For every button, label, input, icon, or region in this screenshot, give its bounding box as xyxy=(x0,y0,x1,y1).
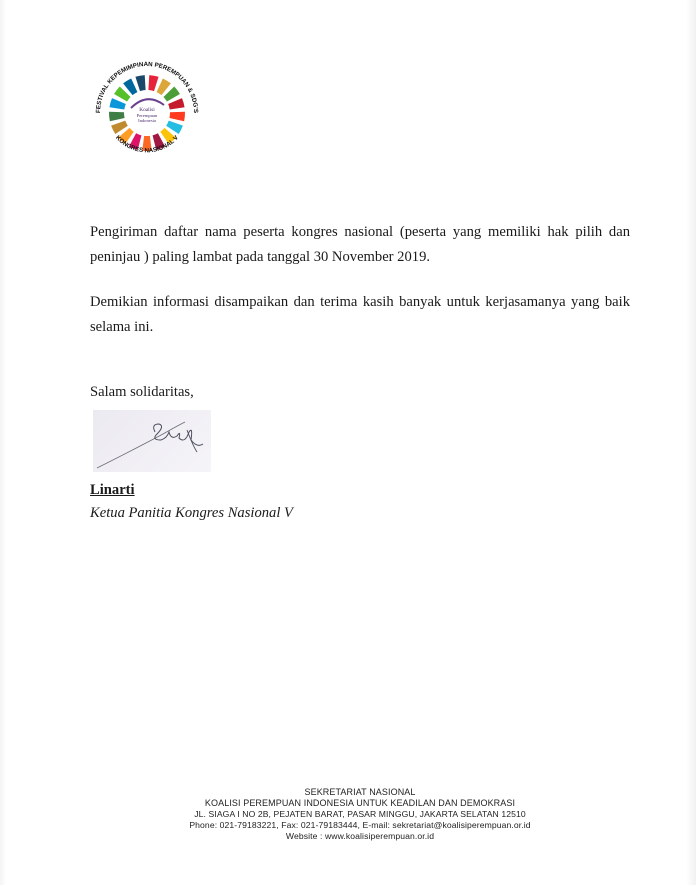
sdg-wheel-segment xyxy=(135,75,145,91)
footer-contact: Phone: 021-79183221, Fax: 021-79183444, E-mail: sekretariat@koalisiperempuan.or.id xyxy=(189,820,531,830)
sdg-wheel-segment xyxy=(169,112,185,121)
sdg-festival-logo xyxy=(86,52,208,174)
sdg-wheel-segment xyxy=(148,75,158,91)
logo-ring-text-bottom: KONGRES NASIONAL V xyxy=(114,134,180,155)
logo-center-text-1: Koalisi xyxy=(139,107,155,113)
sdg-wheel-segment xyxy=(109,112,125,121)
signature-image xyxy=(93,410,211,472)
closing-salutation: Salam solidaritas, xyxy=(90,384,194,400)
logo-center-text-2: Perempuan xyxy=(136,113,158,118)
signer-role: Ketua Panitia Kongres Nasional V xyxy=(90,505,293,521)
paragraph-deadline: Pengiriman daftar nama peserta kongres nasional (peserta yang memiliki hak pilih dan peninjau ) paling lambat pada tanggal 30 November 2019. xyxy=(90,224,630,265)
footer-organization: KOALISI PEREMPUAN INDONESIA UNTUK KEADILAN DAN DEMOKRASI xyxy=(204,798,516,808)
paragraph-thanks: Demikian informasi disampaikan dan terima kasih banyak untuk kerjasamanya yang baik selama ini. xyxy=(90,294,630,335)
footer-website: Website : www.koalisiperempuan.or.id xyxy=(285,831,435,841)
footer-address: JL. SIAGA I NO 2B, PEJATEN BARAT, PASAR MINGGU, JAKARTA SELATAN 12510 xyxy=(194,809,526,819)
footer-secretariat: SEKRETARIAT NASIONAL xyxy=(304,787,416,797)
sdg-wheel-segment xyxy=(168,98,184,109)
logo-center-text-3: Indonesia xyxy=(138,118,156,123)
sdg-wheel-segment xyxy=(109,98,125,109)
letterhead-footer xyxy=(100,787,620,842)
logo-ring-text-top: FESTIVAL KEPEMIMPINAN PEREMPUAN & SDG'S xyxy=(94,60,200,114)
handwritten-signature xyxy=(93,410,211,472)
signer-name: Linarti xyxy=(90,482,135,498)
